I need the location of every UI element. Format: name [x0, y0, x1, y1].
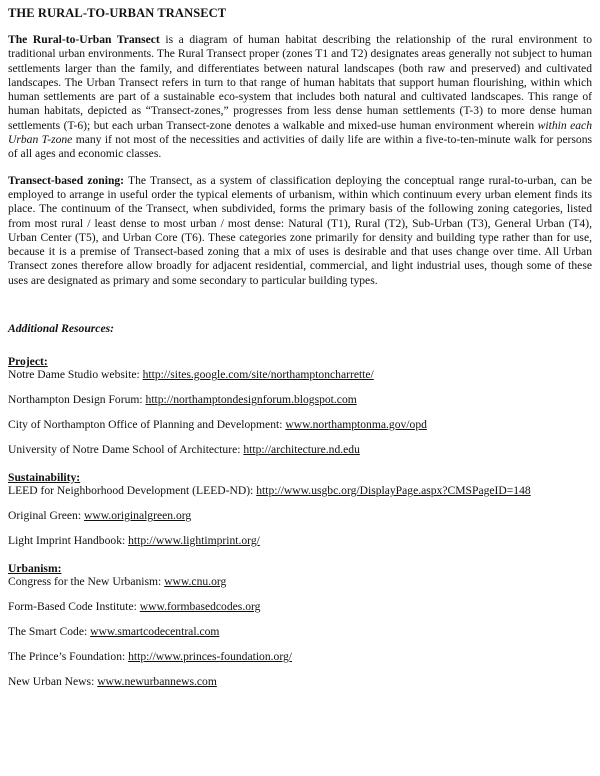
- zoning-text: The Transect, as a system of classification deploying the conceptual range rural-to-urban, can be employed to arrange in useful order the typical elements of urbanism, within which continuum every urban element finds its place. The continuum of the Transect, when subdivided, forms the primary basis of the following zoning categories, listed from most rural / least dense to most urban / most dense: Natural (T1), Rural (T2), Sub-Urban (T3), General Urban (T4), Urban Center (T5), and Urban Core (T6). These categories zone primarily for density and building type rather than for use, because it is a premise of Transect-based zoning that a mix of uses is desirable and that uses change over time. All Urban Transect zones therefore allow broadly for adjacent residential, commercial, and light industrial uses, though some of these uses are designated as primary and some secondary to particular building types.: [8, 173, 592, 287]
- resource-link[interactable]: www.cnu.org: [164, 575, 227, 589]
- resource-link[interactable]: http://www.princes-foundation.org/: [128, 650, 293, 664]
- resource-entry: [8, 484, 592, 497]
- zoning-lead: Transect-based zoning:: [8, 173, 125, 187]
- resource-entry: [8, 393, 592, 406]
- urbanism-section-title: Urbanism:: [8, 562, 62, 576]
- additional-resources-heading: Additional Resources:: [8, 322, 114, 336]
- resource-link[interactable]: www.smartcodecentral.com: [90, 625, 220, 639]
- urbanism-section: [8, 562, 592, 688]
- resource-entry: [8, 368, 592, 381]
- resource-link[interactable]: http://sites.google.com/site/northamptoncharrette/: [142, 368, 374, 382]
- resource-label: City of Northampton Office of Planning and Development:: [8, 418, 286, 432]
- resource-label: LEED for Neighborhood Development (LEED-ND):: [8, 484, 257, 498]
- resource-link[interactable]: www.originalgreen.org: [83, 509, 192, 523]
- resource-link[interactable]: http://www.lightimprint.org/: [128, 534, 260, 548]
- project-section-title: Project:: [8, 355, 48, 369]
- resource-label: Northampton Design Forum:: [8, 393, 146, 407]
- transect-text-1: is a diagram of human habitat describing the relationship of the rural environment to traditional urban environments. The Rural Transect proper (zones T1 and T2) designates areas generally not subject to human settlements larger than the family, and differentiates between natural landscapes (both raw and preserved) and cultivated landscapes. The Urban Transect refers in turn to that range of human habitats that support human flourishing, within which human settlements are part of a sustainable eco-system that includes both natural and cultivated landscapes. This range of human habitats, depicted as “Transect-zones,” progresses from less dense human settlements (T-3) to more dense human settlements (T-6); but each urban Transect-zone denotes a walkable and mixed-use human environment wherein: [8, 33, 592, 132]
- resource-label: Congress for the New Urbanism:: [8, 575, 165, 589]
- sustainability-section-title: Sustainability:: [8, 471, 81, 485]
- resource-entry: [8, 418, 592, 431]
- resource-entry: [8, 575, 592, 588]
- page-title: THE RURAL-TO-URBAN TRANSECT: [8, 6, 227, 20]
- resource-link[interactable]: www.newurbannews.com: [97, 675, 217, 689]
- resource-entry: [8, 534, 592, 547]
- resource-entry: [8, 650, 592, 663]
- resource-label: University of Notre Dame School of Architecture:: [8, 443, 244, 457]
- resource-label: Light Imprint Handbook:: [8, 534, 129, 548]
- resource-entry: [8, 509, 592, 522]
- resource-link[interactable]: www.formbasedcodes.org: [139, 600, 261, 614]
- resource-link[interactable]: http://northamptondesignforum.blogspot.com: [145, 393, 357, 407]
- resource-link[interactable]: http://www.usgbc.org/DisplayPage.aspx?CMSPageID=148: [256, 484, 531, 498]
- resource-entry: [8, 625, 592, 638]
- document-page: [8, 6, 592, 703]
- resource-label: Original Green:: [8, 509, 84, 523]
- resource-entry: [8, 600, 592, 613]
- resource-label: New Urban News:: [8, 675, 98, 689]
- zoning-paragraph: [8, 174, 592, 288]
- resource-entry: [8, 675, 592, 688]
- transect-italic: within each Urban T-zone: [8, 118, 592, 147]
- resource-entry: [8, 443, 592, 456]
- resource-link[interactable]: http://architecture.nd.edu: [243, 443, 360, 457]
- resource-label: Form-Based Code Institute:: [8, 600, 140, 614]
- resource-label: Notre Dame Studio website:: [8, 368, 143, 382]
- resource-label: The Prince’s Foundation:: [8, 650, 129, 664]
- resource-label: The Smart Code:: [8, 625, 91, 639]
- transect-paragraph: [8, 33, 592, 162]
- resource-link[interactable]: www.northamptonma.gov/opd: [285, 418, 427, 432]
- project-section: [8, 355, 592, 456]
- sustainability-section: [8, 471, 592, 547]
- transect-text-2: many if not most of the necessities and activities of daily life are within a five-to-ten-minute walk for persons of all ages and economic classes.: [8, 133, 593, 161]
- transect-lead: The Rural-to-Urban Transect: [8, 33, 160, 46]
